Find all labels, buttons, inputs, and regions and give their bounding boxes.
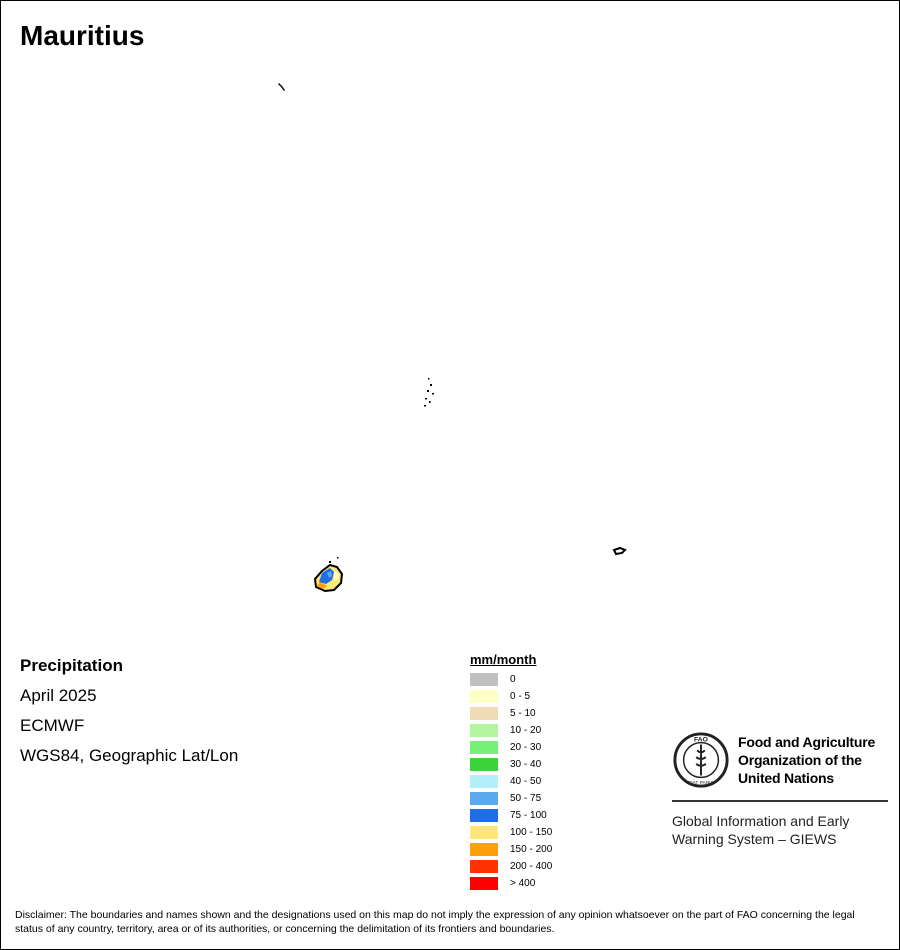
fao-logo-block bbox=[672, 730, 888, 848]
legend-label: 150 - 200 bbox=[510, 844, 553, 855]
fao-name bbox=[738, 733, 875, 787]
projection-label: WGS84, Geographic Lat/Lon bbox=[20, 746, 239, 765]
map-info bbox=[20, 656, 238, 776]
legend-class bbox=[470, 790, 552, 807]
legend-swatch bbox=[470, 843, 498, 856]
legend-classes bbox=[470, 671, 552, 892]
legend-label: 50 - 75 bbox=[510, 793, 542, 804]
legend-class bbox=[470, 705, 552, 722]
logo-divider bbox=[672, 800, 888, 802]
variable-label: Precipitation bbox=[20, 656, 123, 675]
legend-label: > 400 bbox=[510, 878, 536, 889]
legend bbox=[470, 652, 552, 892]
svg-text:FIAT PANIS: FIAT PANIS bbox=[688, 781, 714, 787]
islet-group-central bbox=[424, 378, 434, 407]
map-canvas bbox=[0, 60, 900, 640]
legend-class bbox=[470, 841, 552, 858]
islet-north bbox=[278, 83, 285, 91]
legend-class bbox=[470, 773, 552, 790]
legend-label: 100 - 150 bbox=[510, 827, 553, 838]
legend-swatch bbox=[470, 707, 498, 720]
legend-class bbox=[470, 756, 552, 773]
island-rodrigues bbox=[614, 548, 625, 554]
svg-text:FAO: FAO bbox=[694, 736, 708, 744]
legend-swatch bbox=[470, 758, 498, 771]
legend-swatch bbox=[470, 809, 498, 822]
fao-emblem-icon bbox=[672, 731, 730, 789]
disclaimer: Disclaimer: The boundaries and names shown and the designations used on this map do not imply the expression of any opinion whatsoever on the part of FAO concerning the legal status of any country, territory, area or of its authorities, or concerning the delimitation of its frontiers and boundaries. bbox=[15, 909, 855, 935]
legend-class bbox=[470, 722, 552, 739]
legend-label: 0 bbox=[510, 674, 516, 685]
legend-unit: mm/month bbox=[470, 652, 537, 667]
legend-swatch bbox=[470, 673, 498, 686]
legend-label: 5 - 10 bbox=[510, 708, 536, 719]
source-label: ECMWF bbox=[20, 716, 85, 735]
giews-label bbox=[672, 812, 888, 848]
legend-class bbox=[470, 688, 552, 705]
legend-swatch bbox=[470, 792, 498, 805]
legend-label: 30 - 40 bbox=[510, 759, 542, 770]
legend-swatch bbox=[470, 860, 498, 873]
giews-line2: Warning System – GIEWS bbox=[672, 831, 837, 847]
legend-class bbox=[470, 875, 552, 892]
legend-swatch bbox=[470, 877, 498, 890]
legend-label: 10 - 20 bbox=[510, 725, 542, 736]
fao-name-line3: United Nations bbox=[738, 770, 834, 786]
period-label: April 2025 bbox=[20, 686, 97, 705]
legend-class bbox=[470, 858, 552, 875]
legend-swatch bbox=[470, 826, 498, 839]
giews-line1: Global Information and Early bbox=[672, 813, 850, 829]
legend-swatch bbox=[470, 724, 498, 737]
legend-swatch bbox=[470, 741, 498, 754]
legend-label: 200 - 400 bbox=[510, 861, 553, 872]
fao-name-line1: Food and Agriculture bbox=[738, 734, 876, 750]
legend-swatch bbox=[470, 775, 498, 788]
legend-label: 20 - 30 bbox=[510, 742, 542, 753]
legend-class bbox=[470, 739, 552, 756]
legend-class bbox=[470, 807, 552, 824]
island-mauritius bbox=[315, 557, 342, 591]
legend-class bbox=[470, 824, 552, 841]
legend-label: 0 - 5 bbox=[510, 691, 531, 702]
fao-name-line2: Organization of the bbox=[738, 752, 862, 768]
map-title: Mauritius bbox=[20, 20, 145, 51]
legend-label: 40 - 50 bbox=[510, 776, 542, 787]
legend-class bbox=[470, 671, 552, 688]
legend-label: 75 - 100 bbox=[510, 810, 547, 821]
legend-swatch bbox=[470, 690, 498, 703]
